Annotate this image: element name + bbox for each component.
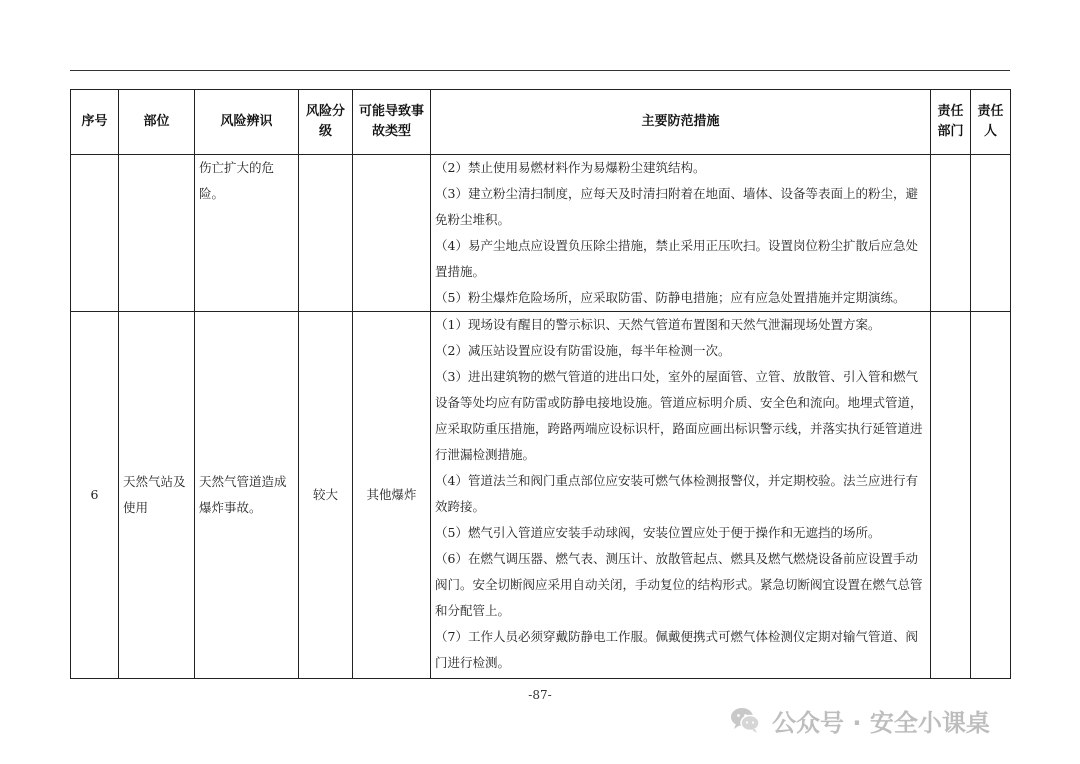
measures-list [435, 155, 926, 311]
table-row [71, 312, 1011, 679]
cell-dept [931, 312, 971, 679]
measure-item: （3）建立粉尘清扫制度，应每天及时清扫附着在地面、墙体、设备等表面上的粉尘，避免粉尘堆积。 [435, 186, 918, 227]
header-risk-id: 风险辨识 [195, 90, 299, 155]
cell-person [971, 155, 1011, 312]
measure-item: （5）粉尘爆炸危险场所，应采取防雷、防静电措施；应有应急处置措施并定期演练。 [435, 290, 906, 305]
cell-measures [431, 312, 931, 679]
cell-part: 天然气站及使用 [119, 312, 195, 679]
cell-part [119, 155, 195, 312]
measure-item: （6）在燃气调压器、燃气表、测压计、放散管起点、燃具及燃气燃烧设备前应设置手动阀门。安全切断阀应采用自动关闭，手动复位的结构形式。紧急切断阀宜设置在燃气总管和分配管上。 [435, 551, 923, 618]
measure-item: （4）管道法兰和阀门重点部位应安装可燃气体检测报警仪，并定期校验。法兰应进行有效跨接。 [435, 473, 918, 514]
header-no: 序号 [71, 90, 119, 155]
table-row [71, 155, 1011, 312]
cell-accident: 其他爆炸 [353, 312, 431, 679]
table-header-row [71, 90, 1011, 155]
cell-measures [431, 155, 931, 312]
risk-table [70, 89, 1011, 679]
cell-no [71, 155, 119, 312]
page-number: -87- [528, 688, 552, 702]
cell-accident [353, 155, 431, 312]
measure-item: （7）工作人员必须穿戴防静电工作服。佩戴便携式可燃气体检测仪定期对输气管道、阀门进行检测。 [435, 629, 918, 670]
watermark-text: 公众号 · 安全小课桌 [772, 708, 990, 737]
header-dept: 责任部门 [931, 90, 971, 155]
cell-level [299, 155, 353, 312]
header-part: 部位 [119, 90, 195, 155]
cell-level: 较大 [299, 312, 353, 679]
wechat-icon [728, 703, 762, 737]
watermark [728, 700, 990, 740]
measure-item: （2）减压站设置应设有防雷设施，每半年检测一次。 [435, 343, 731, 358]
header-person: 责任人 [971, 90, 1011, 155]
measure-item: （1）现场设有醒目的警示标识、天然气管道布置图和天然气泄漏现场处置方案。 [435, 317, 881, 332]
header-rule [70, 70, 1010, 71]
cell-no: 6 [71, 312, 119, 679]
measure-item: （3）进出建筑物的燃气管道的进出口处，室外的屋面管、立管、放散管、引入管和燃气设备等处均应有防雷或防静电接地设施。管道应标明介质、安全色和流向。地埋式管道，应采取防重压措施，跨路两端应设标识杆，路面应画出标识警示线，并落实执行延管道进行泄漏检测措施。 [435, 369, 923, 462]
measures-list [435, 312, 926, 676]
header-level: 风险分级 [299, 90, 353, 155]
header-measures: 主要防范措施 [431, 90, 931, 155]
cell-risk-id: 天然气管道造成爆炸事故。 [195, 312, 299, 679]
header-accident: 可能导致事故类型 [353, 90, 431, 155]
cell-risk-id: 伤亡扩大的危险。 [195, 155, 299, 312]
measure-item: （2）禁止使用易燃材料作为易爆粉尘建筑结构。 [435, 160, 706, 175]
cell-person [971, 312, 1011, 679]
measure-item: （4）易产尘地点应设置负压除尘措施，禁止采用正压吹扫。设置岗位粉尘扩散后应急处置措施。 [435, 238, 918, 279]
measure-item: （5）燃气引入管道应安装手动球阀，安装位置应处于便于操作和无遮挡的场所。 [435, 525, 881, 540]
cell-dept [931, 155, 971, 312]
